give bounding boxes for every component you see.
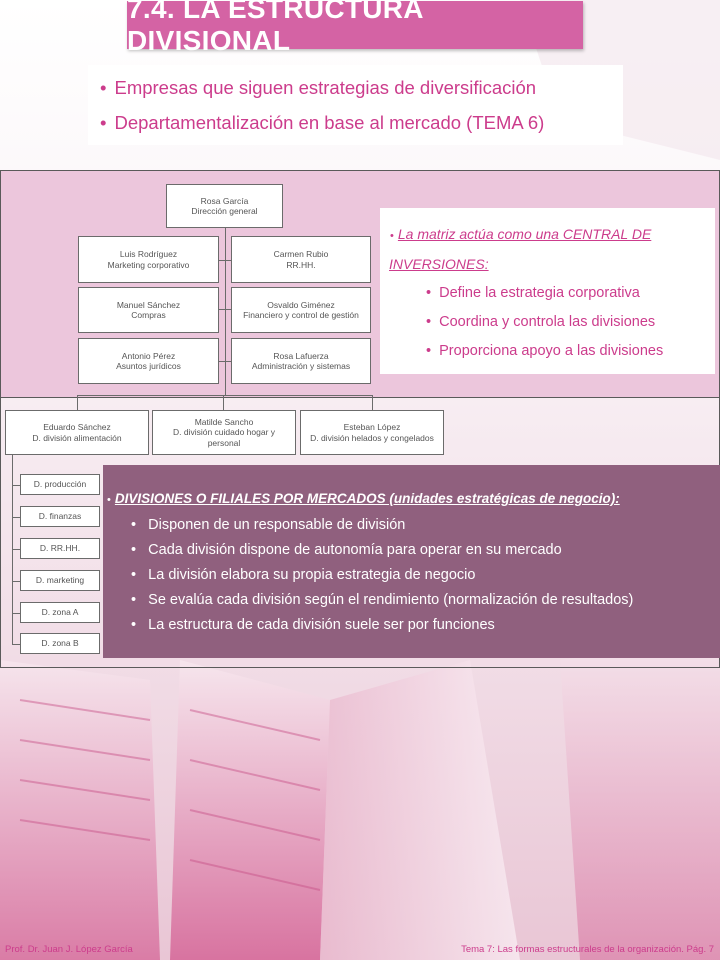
divisions-box (103, 465, 720, 658)
connector-line (77, 395, 373, 396)
matrix-box (380, 208, 715, 374)
divisions-item (131, 567, 475, 583)
divisions-item (131, 542, 562, 558)
org-box-staff (231, 287, 371, 333)
bullet-icon: • (131, 617, 137, 633)
connector-line (219, 260, 231, 261)
org-name: Luis Rodríguez (119, 249, 178, 260)
org-role: RR.HH. (286, 259, 316, 270)
divisions-item (131, 517, 405, 533)
matrix-heading (390, 226, 651, 243)
org-box-staff (231, 236, 371, 283)
org-box-division (5, 410, 149, 455)
matrix-heading-cont (389, 256, 489, 273)
intro-bullet (100, 112, 544, 134)
org-name: Osvaldo Giménez (267, 299, 335, 310)
org-name: Rosa Lafuerza (273, 350, 329, 361)
bullet-icon: • (131, 517, 137, 533)
bullet-icon: • (100, 112, 107, 133)
matrix-item-text: Coordina y controla las divisiones (439, 314, 656, 330)
org-box-staff (78, 287, 219, 333)
connector-line (219, 309, 231, 310)
org-box-subunit: D. zona A (20, 602, 100, 623)
org-role: Compras (131, 310, 166, 320)
org-role: Asuntos jurídicos (116, 361, 181, 371)
org-name: Manuel Sánchez (116, 299, 181, 310)
divisions-item-text: La división elabora su propia estrategia de negocio (148, 567, 476, 583)
intro-bullet-text: Departamentalización en base al mercado (TEMA 6) (114, 112, 545, 133)
bullet-icon: • (131, 567, 137, 583)
org-role: D. división cuidado hogar y personal (172, 427, 276, 448)
matrix-heading-text: La matriz actúa como una CENTRAL DE (397, 226, 652, 242)
divisions-item-text: Se evalúa cada división según el rendimiento (normalización de resultados) (148, 592, 634, 608)
org-name: Matilde Sancho (194, 417, 254, 428)
divisions-heading-text: DIVISIONES O FILIALES POR MERCADOS (unidades estratégicas de negocio): (114, 491, 620, 506)
connector-line (12, 485, 20, 486)
intro-bullet (100, 77, 536, 99)
bullet-icon: • (100, 77, 107, 98)
org-box-subunit: D. finanzas (20, 506, 100, 527)
footer-page-info: Tema 7: Las formas estructurales de la organización. Pág. 7 (461, 944, 714, 955)
org-role: D. división alimentación (32, 432, 122, 443)
org-box-division (300, 410, 444, 455)
bullet-icon: • (107, 494, 111, 506)
bullet-icon: • (426, 343, 432, 359)
matrix-item (426, 314, 655, 330)
org-box-subunit: D. RR.HH. (20, 538, 100, 559)
org-role: Marketing corporativo (107, 259, 190, 270)
connector-line (12, 613, 20, 614)
org-role: Dirección general (191, 206, 258, 216)
matrix-item-text: Proporciona apoyo a las divisiones (439, 343, 664, 359)
connector-line (12, 581, 20, 582)
divisions-item-text: Disponen de un responsable de división (148, 517, 406, 533)
connector-line (223, 395, 224, 411)
org-box-staff (78, 338, 219, 384)
divisions-item (131, 592, 633, 608)
connector-line (12, 549, 20, 550)
divisions-item-text: La estructura de cada división suele ser por funciones (148, 617, 495, 633)
org-box-subunit: D. producción (20, 474, 100, 495)
matrix-item (426, 343, 663, 359)
matrix-item (426, 285, 640, 301)
org-name: Rosa García (200, 195, 249, 206)
org-role: Administración y sistemas (251, 361, 351, 371)
footer-author: Prof. Dr. Juan J. López García (5, 944, 133, 955)
org-box-subunit: D. marketing (20, 570, 100, 591)
org-role: D. división helados y congelados (310, 432, 434, 443)
org-box-staff (78, 236, 219, 283)
connector-line (12, 455, 13, 645)
org-box-top (166, 184, 283, 228)
connector-line (77, 395, 78, 411)
connector-line (372, 395, 373, 411)
bullet-icon: • (131, 542, 137, 558)
matrix-heading-text: INVERSIONES: (389, 256, 489, 272)
org-name: Carmen Rubio (273, 249, 329, 260)
bullet-icon: • (426, 285, 432, 301)
bullet-icon: • (131, 592, 137, 608)
divisions-item (131, 617, 495, 633)
divisions-item-text: Cada división dispone de autonomía para operar en su mercado (148, 542, 562, 558)
bullet-icon: • (390, 230, 394, 242)
bullet-icon: • (426, 314, 432, 330)
slide-title: 7.4. LA ESTRUCTURA DIVISIONAL (127, 1, 583, 49)
org-box-subunit: D. zona B (20, 633, 100, 654)
org-box-division (152, 410, 296, 455)
connector-line (12, 644, 20, 645)
matrix-item-text: Define la estrategia corporativa (439, 285, 640, 301)
org-role: Financiero y control de gestión (243, 310, 359, 320)
connector-line (225, 227, 226, 395)
org-name: Antonio Pérez (121, 350, 176, 361)
org-name: Esteban López (343, 422, 401, 433)
org-box-staff (231, 338, 371, 384)
connector-line (12, 517, 20, 518)
intro-bullets (88, 65, 623, 145)
intro-bullet-text: Empresas que siguen estrategias de diversificación (114, 77, 537, 98)
divisions-heading (107, 491, 620, 507)
connector-line (219, 361, 231, 362)
org-name: Eduardo Sánchez (43, 422, 111, 433)
